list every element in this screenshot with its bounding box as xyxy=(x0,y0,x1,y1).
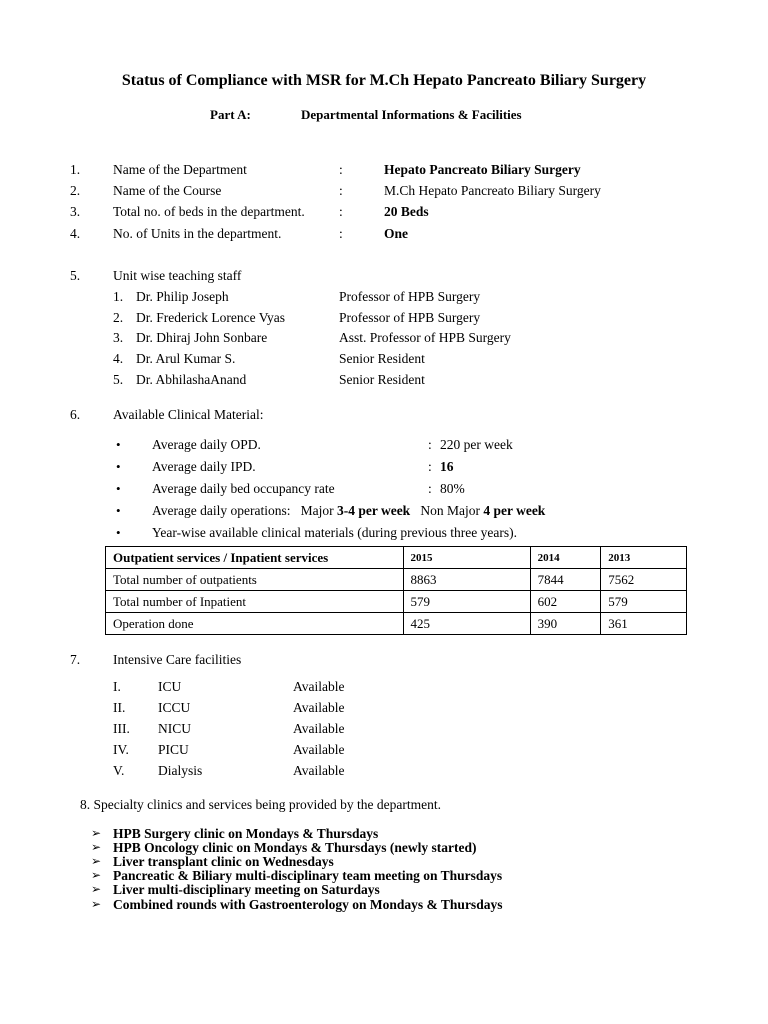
table-cell: 579 xyxy=(601,591,687,613)
section-number: 7. xyxy=(70,652,81,667)
staff-designation: Professor of HPB Surgery xyxy=(339,289,481,304)
icu-name: PICU xyxy=(158,742,189,757)
table-header-cell: Outpatient services / Inpatient services xyxy=(106,547,404,569)
arrow-bullet-icon: ➢ xyxy=(91,868,102,882)
staff-designation: Senior Resident xyxy=(339,372,425,387)
table-cell: 8863 xyxy=(403,569,530,591)
icu-name: ICCU xyxy=(158,700,191,715)
table-header-cell: 2014 xyxy=(530,547,601,569)
staff-num: 5. xyxy=(113,372,124,387)
staff-num: 1. xyxy=(113,289,124,304)
ipd-value: 16 xyxy=(440,459,454,474)
arrow-bullet-icon: ➢ xyxy=(91,854,102,868)
icu-status: Available xyxy=(293,700,345,715)
section-heading: Available Clinical Material: xyxy=(113,407,264,422)
table-cell: 361 xyxy=(601,613,687,635)
bullet-icon: • xyxy=(116,525,121,540)
icu-num: I. xyxy=(113,679,121,694)
clinic-item: Pancreatic & Biliary multi-disciplinary team meeting on Thursdays xyxy=(113,868,503,883)
staff-num: 4. xyxy=(113,351,124,366)
staff-designation: Senior Resident xyxy=(339,351,425,366)
section-heading: Intensive Care facilities xyxy=(113,652,242,667)
icu-name: ICU xyxy=(158,679,182,694)
ipd-colon: : xyxy=(428,459,432,474)
bullet-icon: • xyxy=(116,503,121,518)
bullet-icon: • xyxy=(116,481,121,496)
dept-info-label: Total no. of beds in the department. xyxy=(113,204,305,219)
icu-status: Available xyxy=(293,721,345,736)
clinic-item: HPB Surgery clinic on Mondays & Thursdays xyxy=(113,826,379,841)
staff-num: 2. xyxy=(113,310,124,325)
dept-info-colon: : xyxy=(339,226,343,241)
arrow-bullet-icon: ➢ xyxy=(91,882,102,896)
dept-info-label: Name of the Course xyxy=(113,183,222,198)
opd-colon: : xyxy=(428,437,432,452)
clinic-item: Combined rounds with Gastroenterology on Mondays & Thursdays xyxy=(113,897,503,912)
icu-num: II. xyxy=(113,700,126,715)
section-number: 5. xyxy=(70,268,81,283)
icu-num: IV. xyxy=(113,742,129,757)
yearwise-text: Year-wise available clinical materials (during previous three years). xyxy=(152,525,517,540)
dept-info-value: 20 Beds xyxy=(384,204,429,219)
table-header-cell: 2015 xyxy=(403,547,530,569)
part-label: Part A: xyxy=(210,107,251,122)
table-cell: 425 xyxy=(403,613,530,635)
icu-name: NICU xyxy=(158,721,191,736)
ipd-label: Average daily IPD. xyxy=(152,459,256,474)
dept-info-colon: : xyxy=(339,183,343,198)
operations-line xyxy=(152,503,545,519)
table-cell: 7562 xyxy=(601,569,687,591)
staff-designation: Professor of HPB Surgery xyxy=(339,310,481,325)
arrow-bullet-icon: ➢ xyxy=(91,826,102,840)
occupancy-colon: : xyxy=(428,481,432,496)
staff-name: Dr. AbhilashaAnand xyxy=(136,372,247,387)
staff-designation: Asst. Professor of HPB Surgery xyxy=(339,330,511,345)
staff-name: Dr. Arul Kumar S. xyxy=(136,351,236,366)
table-cell: 7844 xyxy=(530,569,601,591)
dept-info-value: Hepato Pancreato Biliary Surgery xyxy=(384,162,581,177)
icu-status: Available xyxy=(293,763,345,778)
opd-label: Average daily OPD. xyxy=(152,437,261,452)
dept-info-label: No. of Units in the department. xyxy=(113,226,282,241)
bullet-icon: • xyxy=(116,437,121,452)
dept-info-label: Name of the Department xyxy=(113,162,247,177)
icu-num: V. xyxy=(113,763,125,778)
major-label: Major xyxy=(300,503,334,518)
arrow-bullet-icon: ➢ xyxy=(91,840,102,854)
staff-num: 3. xyxy=(113,330,124,345)
part-heading: Departmental Informations & Facilities xyxy=(301,107,522,122)
icu-num: III. xyxy=(113,721,130,736)
section-number: 6. xyxy=(70,407,81,422)
opd-value: 220 per week xyxy=(440,437,513,452)
dept-info-colon: : xyxy=(339,162,343,177)
dept-info-num: 2. xyxy=(70,183,81,198)
table-cell: 602 xyxy=(530,591,601,613)
table-row xyxy=(106,591,687,613)
clinic-item: Liver transplant clinic on Wednesdays xyxy=(113,854,334,869)
clinical-material-table xyxy=(105,546,687,635)
table-cell: 579 xyxy=(403,591,530,613)
dept-info-num: 4. xyxy=(70,226,81,241)
dept-info-value: One xyxy=(384,226,409,241)
table-cell: Total number of Inpatient xyxy=(106,591,404,613)
section-heading: 8. Specialty clinics and services being provided by the department. xyxy=(80,797,442,812)
table-cell: 390 xyxy=(530,613,601,635)
operations-label: Average daily operations: xyxy=(152,503,291,518)
table-row xyxy=(106,569,687,591)
nonmajor-value: 4 per week xyxy=(483,503,546,518)
icu-status: Available xyxy=(293,742,345,757)
dept-info-colon: : xyxy=(339,204,343,219)
table-cell: Total number of outpatients xyxy=(106,569,404,591)
table-header-cell: 2013 xyxy=(601,547,687,569)
dept-info-num: 1. xyxy=(70,162,81,177)
table-cell: Operation done xyxy=(106,613,404,635)
table-header-row xyxy=(106,547,687,569)
occupancy-value: 80% xyxy=(440,481,465,496)
arrow-bullet-icon: ➢ xyxy=(91,897,102,911)
table-row xyxy=(106,613,687,635)
staff-name: Dr. Dhiraj John Sonbare xyxy=(136,330,268,345)
major-value: 3-4 per week xyxy=(336,503,411,518)
dept-info-value: M.Ch Hepato Pancreato Biliary Surgery xyxy=(384,183,601,198)
document-title: Status of Compliance with MSR for M.Ch Hepato Pancreato Biliary Surgery xyxy=(121,72,647,89)
icu-status: Available xyxy=(293,679,345,694)
nonmajor-label: Non Major xyxy=(420,503,480,518)
bullet-icon: • xyxy=(116,459,121,474)
occupancy-label: Average daily bed occupancy rate xyxy=(152,481,335,496)
dept-info-num: 3. xyxy=(70,204,81,219)
staff-name: Dr. Philip Joseph xyxy=(136,289,229,304)
clinic-item: Liver multi-disciplinary meeting on Saturdays xyxy=(113,882,380,897)
section-heading: Unit wise teaching staff xyxy=(113,268,242,283)
icu-name: Dialysis xyxy=(158,763,203,778)
staff-name: Dr. Frederick Lorence Vyas xyxy=(136,310,285,325)
clinic-item: HPB Oncology clinic on Mondays & Thursdays (newly started) xyxy=(113,840,477,855)
